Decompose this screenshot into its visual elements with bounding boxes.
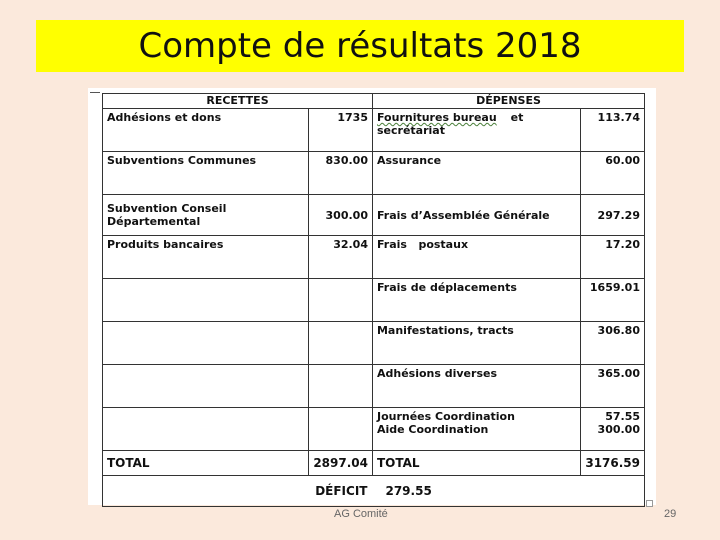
recette-label	[103, 365, 309, 408]
deficit-label: DÉFICIT	[315, 484, 368, 498]
deficit-row	[103, 476, 645, 507]
page-number: 29	[664, 508, 677, 520]
title-banner	[36, 20, 684, 72]
depense-value: 113.74	[581, 109, 645, 152]
depense-value: 297.29	[581, 195, 645, 236]
table-header-row	[103, 94, 645, 109]
depense-value: 1659.01	[581, 279, 645, 322]
deficit-cell	[103, 476, 645, 507]
table-row	[103, 279, 645, 322]
recette-value	[309, 408, 373, 451]
depense-value: 365.00	[581, 365, 645, 408]
table-row	[103, 365, 645, 408]
footer-text: AG Comité	[334, 508, 388, 520]
recette-value: 32.04	[309, 236, 373, 279]
sheet-edge-marker	[90, 92, 100, 93]
depense-label: Manifestations, tracts	[372, 322, 580, 365]
table-row	[103, 322, 645, 365]
table-row	[103, 236, 645, 279]
recette-value: 830.00	[309, 152, 373, 195]
recette-label: Adhésions et dons	[103, 109, 309, 152]
recette-value	[309, 365, 373, 408]
depense-label-part: et secrétariat	[376, 111, 524, 137]
accounts-sheet	[88, 88, 656, 505]
recette-value	[309, 279, 373, 322]
depense-value: 17.20	[581, 236, 645, 279]
recette-label	[103, 279, 309, 322]
depense-label: Adhésions diverses	[372, 365, 580, 408]
depense-value-line: 300.00	[597, 423, 640, 436]
recette-value: 300.00	[309, 195, 373, 236]
depense-label: Frais postaux	[372, 236, 580, 279]
depense-label	[372, 109, 580, 152]
depense-label-line: Aide Coordination	[376, 423, 489, 436]
depense-label: Frais de déplacements	[372, 279, 580, 322]
header-depenses: DÉPENSES	[372, 94, 644, 109]
depense-value	[581, 408, 645, 451]
depense-label: Assurance	[372, 152, 580, 195]
deficit-value: 279.55	[385, 484, 432, 498]
table-row	[103, 109, 645, 152]
recette-label	[103, 322, 309, 365]
depense-label-line: Journées Coordination	[376, 410, 515, 423]
table-row	[103, 152, 645, 195]
depense-value: 306.80	[581, 322, 645, 365]
header-recettes: RECETTES	[103, 94, 373, 109]
table-row	[103, 195, 645, 236]
resize-handle	[646, 500, 653, 507]
recette-label: Produits bancaires	[103, 236, 309, 279]
total-recettes-value: 2897.04	[309, 451, 373, 476]
depense-label-part: Fournitures bureau	[376, 111, 497, 124]
depense-value-line: 57.55	[605, 410, 640, 423]
total-depenses-value: 3176.59	[581, 451, 645, 476]
recette-value	[309, 322, 373, 365]
recette-label	[103, 408, 309, 451]
income-statement-table	[102, 93, 645, 507]
recette-value: 1735	[309, 109, 373, 152]
total-recettes-label: TOTAL	[103, 451, 309, 476]
depense-label: Frais d’Assemblée Générale	[372, 195, 580, 236]
slide-title: Compte de résultats 2018	[138, 26, 582, 66]
total-depenses-label: TOTAL	[372, 451, 580, 476]
recette-label: Subventions Communes	[103, 152, 309, 195]
depense-label	[372, 408, 580, 451]
depense-value: 60.00	[581, 152, 645, 195]
total-row	[103, 451, 645, 476]
recette-label: Subvention Conseil Départemental	[103, 195, 309, 236]
table-row	[103, 408, 645, 451]
